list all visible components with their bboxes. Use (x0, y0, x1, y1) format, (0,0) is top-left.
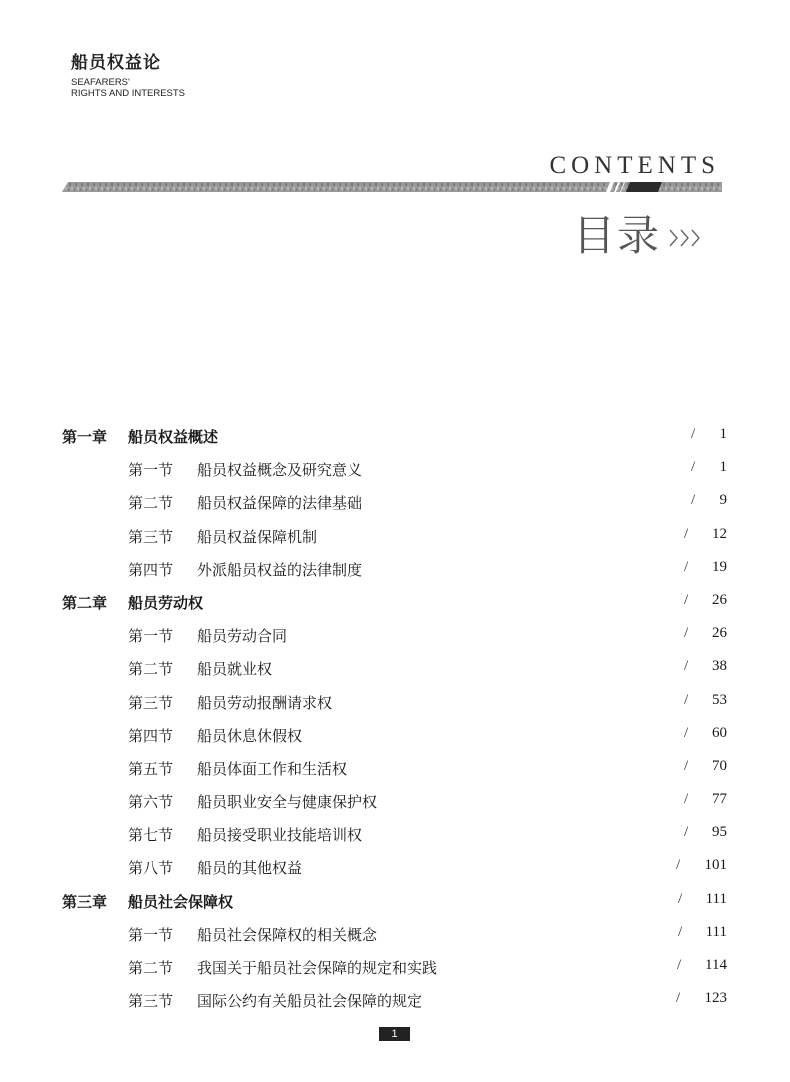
toc-entry-page: 26 (712, 625, 727, 642)
toc-entry-page: 9 (719, 492, 727, 509)
toc-entry-page: 38 (712, 658, 727, 675)
toc-entry-page: 111 (705, 890, 727, 907)
mulu-heading: 目录 (573, 211, 662, 260)
toc-entry-title: 外派船员权益的法律制度 (197, 560, 363, 579)
toc-section-row[interactable] (0, 751, 790, 784)
toc-entry-number: 第六节 (128, 793, 174, 812)
toc-separator-slash: / (676, 990, 681, 1007)
toc-entry-number: 第二节 (128, 660, 174, 679)
toc-entry-number: 第一章 (62, 428, 108, 446)
toc-separator-slash: / (684, 691, 689, 708)
toc-entry-number: 第四节 (128, 560, 174, 579)
toc-section-row[interactable] (0, 452, 790, 485)
toc-entry-page: 53 (712, 691, 727, 708)
page-number: 1 (379, 1027, 410, 1041)
book-title-en-line2: RIGHTS AND INTERESTS (71, 88, 186, 99)
chevron-right-icon (668, 227, 708, 249)
table-of-contents (0, 419, 790, 1016)
book-header (71, 48, 185, 99)
toc-entry-number: 第三节 (128, 527, 174, 546)
toc-entry-number: 第四节 (128, 726, 174, 745)
toc-entry-title: 船员社会保障权的相关概念 (197, 925, 378, 944)
book-title-cn: 船员权益论 (71, 53, 161, 73)
toc-entry-number: 第三节 (128, 693, 174, 712)
toc-section-row[interactable] (0, 950, 790, 983)
toc-entry-page: 123 (704, 990, 727, 1007)
toc-entry-title: 船员休息休假权 (197, 726, 303, 745)
toc-entry-page: 77 (712, 791, 727, 808)
toc-separator-slash: / (684, 525, 689, 542)
toc-separator-slash: / (691, 459, 696, 476)
toc-entry-number: 第五节 (128, 759, 174, 778)
toc-section-row[interactable] (0, 850, 790, 883)
toc-separator-slash: / (676, 857, 681, 874)
toc-entry-number: 第二节 (128, 494, 174, 513)
toc-separator-slash: / (678, 890, 683, 907)
toc-entry-page: 26 (712, 591, 727, 608)
toc-entry-number: 第三章 (62, 892, 108, 911)
toc-entry-title: 船员劳动报酬请求权 (197, 693, 333, 712)
toc-entry-number: 第三节 (128, 992, 174, 1011)
toc-separator-slash: / (684, 658, 689, 675)
toc-section-row[interactable] (0, 618, 790, 651)
toc-section-row[interactable] (0, 718, 790, 751)
book-title-en (71, 77, 185, 99)
toc-entry-page: 111 (705, 923, 727, 940)
toc-entry-title: 国际公约有关船员社会保障的规定 (197, 992, 423, 1011)
toc-entry-number: 第二章 (62, 593, 108, 612)
toc-entry-page: 95 (712, 824, 727, 841)
toc-section-row[interactable] (0, 651, 790, 684)
toc-entry-title: 船员职业安全与健康保护权 (197, 793, 378, 812)
toc-entry-page: 1 (719, 459, 727, 476)
toc-entry-title: 船员权益概述 (128, 428, 219, 446)
toc-section-row[interactable] (0, 784, 790, 817)
toc-entry-page: 12 (712, 525, 727, 542)
toc-entry-number: 第七节 (128, 826, 174, 845)
toc-entry-number: 第一节 (128, 627, 174, 646)
toc-entry-number: 第一节 (128, 925, 174, 944)
toc-separator-slash: / (684, 625, 689, 642)
toc-separator-slash: / (677, 957, 682, 973)
toc-entry-title: 船员接受职业技能培训权 (197, 826, 363, 845)
toc-entry-page: 60 (712, 724, 727, 741)
toc-chapter-row[interactable] (0, 884, 790, 917)
book-title-en-line1: SEAFARERS' (71, 77, 130, 88)
toc-entry-title: 船员劳动合同 (197, 627, 288, 646)
contents-decorative-bar (62, 182, 722, 192)
toc-separator-slash: / (691, 492, 696, 509)
toc-entry-number: 第一节 (128, 461, 174, 480)
toc-separator-slash: / (684, 824, 689, 841)
toc-entry-title: 我国关于船员社会保障的规定和实践 (197, 959, 438, 977)
toc-entry-title: 船员劳动权 (128, 593, 204, 612)
toc-chapter-row[interactable] (0, 585, 790, 618)
toc-entry-page: 114 (705, 957, 727, 973)
toc-entry-page: 70 (712, 757, 727, 774)
toc-entry-page: 1 (719, 426, 727, 442)
toc-entry-title: 船员就业权 (197, 660, 273, 679)
toc-entry-title: 船员权益概念及研究意义 (197, 461, 363, 480)
toc-entry-title: 船员权益保障机制 (197, 527, 318, 546)
toc-separator-slash: / (684, 724, 689, 741)
toc-separator-slash: / (691, 426, 696, 442)
toc-entry-number: 第二节 (128, 959, 174, 977)
toc-separator-slash: / (684, 791, 689, 808)
toc-section-row[interactable] (0, 817, 790, 850)
toc-entry-number: 第八节 (128, 859, 174, 878)
toc-entry-title: 船员权益保障的法律基础 (197, 494, 363, 513)
toc-section-row[interactable] (0, 552, 790, 585)
toc-section-row[interactable] (0, 485, 790, 518)
toc-section-row[interactable] (0, 917, 790, 950)
toc-separator-slash: / (684, 591, 689, 608)
contents-heading: CONTENTS (549, 152, 720, 179)
toc-section-row[interactable] (0, 685, 790, 718)
toc-entry-title: 船员体面工作和生活权 (197, 759, 348, 778)
toc-section-row[interactable] (0, 519, 790, 552)
toc-separator-slash: / (684, 558, 689, 575)
toc-separator-slash: / (678, 923, 683, 940)
toc-chapter-row[interactable] (0, 419, 790, 452)
toc-entry-page: 19 (712, 558, 727, 575)
toc-entry-title: 船员社会保障权 (128, 892, 234, 911)
toc-entry-title: 船员的其他权益 (197, 859, 303, 878)
toc-section-row[interactable] (0, 983, 790, 1016)
toc-entry-page: 101 (704, 857, 727, 874)
toc-separator-slash: / (684, 757, 689, 774)
